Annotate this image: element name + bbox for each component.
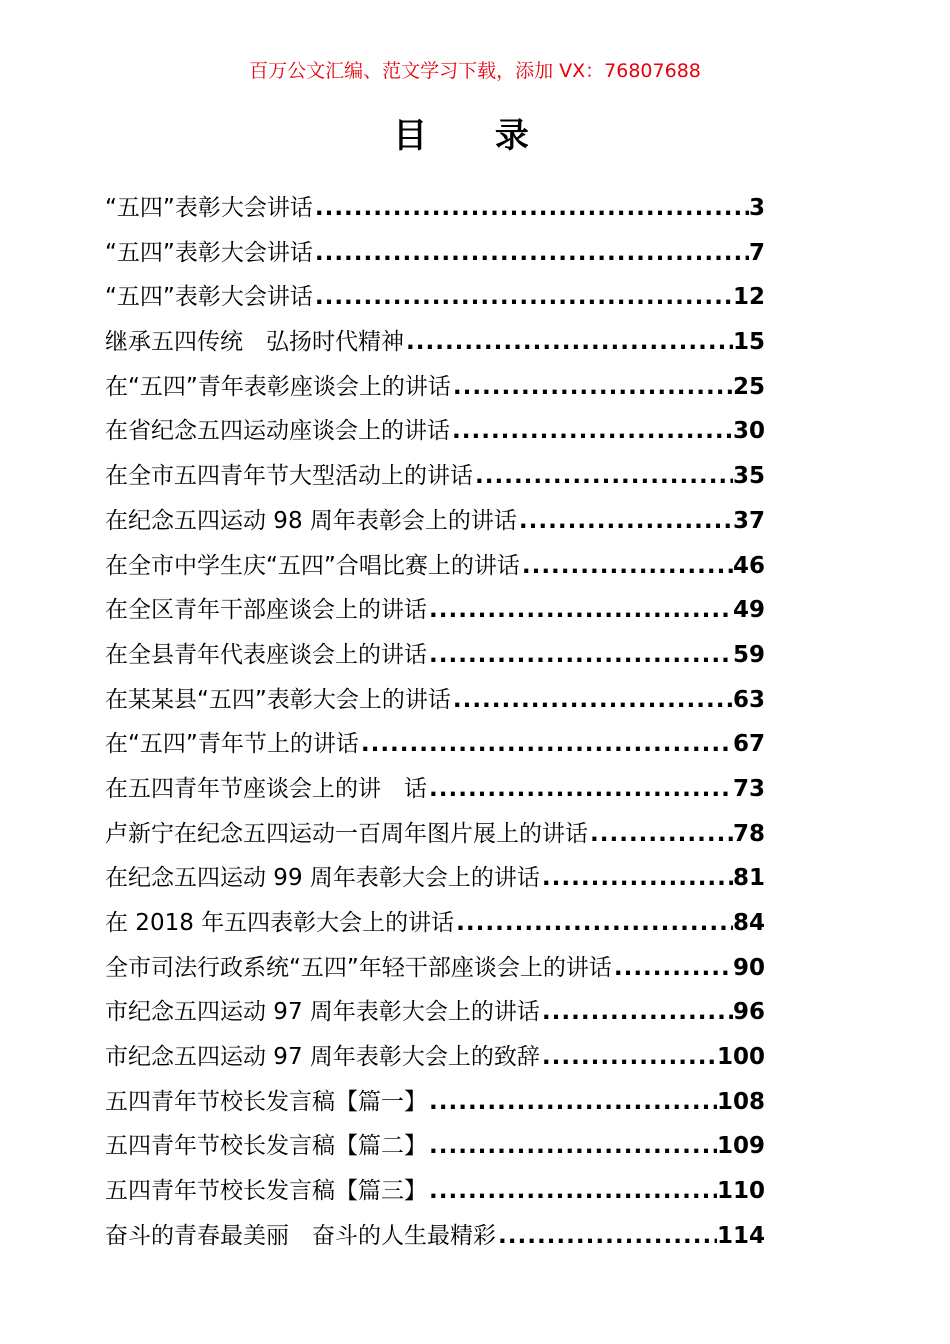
toc-entry-page: 15 <box>732 329 765 356</box>
toc-entry-title: 在全市五四青年节大型活动上的讲话 <box>105 463 473 490</box>
toc-entry-page: 96 <box>732 999 765 1026</box>
header-note: 百万公文汇编、范文学习下载，添加 VX：76807688 <box>249 60 701 82</box>
toc-dot-leader <box>429 633 733 678</box>
toc-entry[interactable] <box>105 454 765 499</box>
toc-entry-page: 35 <box>732 463 765 490</box>
toc-entry-page: 90 <box>732 954 765 981</box>
toc-entry[interactable] <box>105 901 765 946</box>
toc-entry-title: 卢新宁在纪念五四运动一百周年图片展上的讲话 <box>105 820 588 847</box>
toc-dot-leader <box>452 409 733 454</box>
toc-entry[interactable] <box>105 499 765 544</box>
toc-entry-title: 在纪念五四运动 99 周年表彰大会上的讲话 <box>105 865 540 892</box>
toc-dot-leader <box>406 320 733 365</box>
toc-entry[interactable] <box>105 990 765 1035</box>
toc-entry[interactable] <box>105 1214 765 1259</box>
toc-entry-page: 100 <box>716 1044 765 1071</box>
toc-dot-leader <box>542 1035 717 1080</box>
toc-entry-title: 在省纪念五四运动座谈会上的讲话 <box>105 418 450 445</box>
toc-entry-title: 在 2018 年五四表彰大会上的讲话 <box>105 910 455 936</box>
toc-entry-page: 114 <box>716 1222 765 1249</box>
toc-entry-title: 五四青年节校长发言稿【篇二】 <box>105 1133 427 1160</box>
toc-dot-leader <box>429 588 733 633</box>
toc-dot-leader <box>542 856 733 901</box>
toc-entry[interactable] <box>105 1124 765 1169</box>
table-of-contents <box>105 186 765 1259</box>
toc-dot-leader <box>315 186 749 231</box>
toc-entry-title: 在全区青年干部座谈会上的讲话 <box>105 597 427 624</box>
toc-entry-page: 30 <box>732 418 765 445</box>
toc-entry-title: 五四青年节校长发言稿【篇一】 <box>105 1088 427 1115</box>
toc-entry[interactable] <box>105 633 765 678</box>
toc-entry-title: 在全市中学生庆“五四”合唱比赛上的讲话 <box>105 552 520 579</box>
toc-entry[interactable] <box>105 722 765 767</box>
toc-dot-leader <box>614 946 733 991</box>
toc-entry-page: 67 <box>732 731 765 758</box>
toc-entry-page: 84 <box>732 910 765 936</box>
toc-entry[interactable] <box>105 544 765 589</box>
toc-dot-leader <box>590 812 733 857</box>
toc-entry-page: 25 <box>732 373 765 400</box>
toc-dot-leader <box>542 990 733 1035</box>
toc-entry-title: “五四”表彰大会讲话 <box>105 239 313 266</box>
toc-entry-page: 12 <box>732 284 765 311</box>
toc-entry-title: 在五四青年节座谈会上的讲 话 <box>105 775 427 802</box>
toc-entry[interactable] <box>105 856 765 901</box>
toc-dot-leader <box>519 499 733 544</box>
toc-dot-leader <box>429 1124 717 1169</box>
toc-entry[interactable] <box>105 409 765 454</box>
toc-entry-title: 市纪念五四运动 97 周年表彰大会上的讲话 <box>105 999 540 1026</box>
toc-entry-page: 63 <box>732 686 765 713</box>
toc-entry[interactable] <box>105 767 765 812</box>
toc-dot-leader <box>498 1214 717 1259</box>
toc-dot-leader <box>361 722 733 767</box>
toc-entry-page: 78 <box>732 820 765 847</box>
page-title: 目 录 <box>393 116 557 156</box>
toc-entry-page: 49 <box>732 597 765 624</box>
toc-entry[interactable] <box>105 231 765 276</box>
toc-dot-leader <box>429 1080 717 1125</box>
toc-entry[interactable] <box>105 812 765 857</box>
toc-entry[interactable] <box>105 678 765 723</box>
toc-entry-page: 3 <box>748 195 765 221</box>
toc-entry[interactable] <box>105 320 765 365</box>
toc-entry-page: 73 <box>732 775 765 802</box>
toc-entry-page: 109 <box>716 1133 765 1160</box>
toc-dot-leader <box>456 901 733 946</box>
toc-entry-title: 在全县青年代表座谈会上的讲话 <box>105 641 427 668</box>
toc-entry-page: 46 <box>732 552 765 579</box>
toc-dot-leader <box>475 454 733 499</box>
toc-entry-page: 110 <box>716 1178 765 1205</box>
toc-entry-page: 7 <box>748 239 765 266</box>
toc-entry-title: 在“五四”青年表彰座谈会上的讲话 <box>105 373 451 400</box>
toc-entry[interactable] <box>105 1080 765 1125</box>
toc-entry-title: 奋斗的青春最美丽 奋斗的人生最精彩 <box>105 1222 496 1249</box>
toc-entry-page: 81 <box>732 865 765 892</box>
toc-entry[interactable] <box>105 946 765 991</box>
toc-entry-title: 市纪念五四运动 97 周年表彰大会上的致辞 <box>105 1044 540 1071</box>
toc-entry-title: 继承五四传统 弘扬时代精神 <box>105 329 404 356</box>
toc-entry[interactable] <box>105 365 765 410</box>
toc-entry-page: 37 <box>732 507 765 534</box>
toc-entry-title: 五四青年节校长发言稿【篇三】 <box>105 1178 427 1205</box>
toc-dot-leader <box>315 231 749 276</box>
toc-entry[interactable] <box>105 588 765 633</box>
toc-entry[interactable] <box>105 186 765 231</box>
toc-entry-page: 59 <box>732 641 765 668</box>
toc-entry[interactable] <box>105 1035 765 1080</box>
toc-dot-leader <box>453 365 733 410</box>
toc-dot-leader <box>453 678 733 723</box>
toc-entry[interactable] <box>105 275 765 320</box>
toc-entry-title: 在纪念五四运动 98 周年表彰会上的讲话 <box>105 507 517 534</box>
toc-entry-title: “五四”表彰大会讲话 <box>105 284 313 311</box>
toc-entry-title: 在某某县“五四”表彰大会上的讲话 <box>105 686 451 713</box>
toc-dot-leader <box>429 767 733 812</box>
toc-entry-page: 108 <box>716 1088 765 1115</box>
toc-dot-leader <box>429 1169 717 1214</box>
toc-dot-leader <box>522 544 733 589</box>
toc-entry-title: 全市司法行政系统“五四”年轻干部座谈会上的讲话 <box>105 954 612 981</box>
toc-entry[interactable] <box>105 1169 765 1214</box>
toc-entry-title: “五四”表彰大会讲话 <box>105 195 313 221</box>
toc-entry-title: 在“五四”青年节上的讲话 <box>105 731 359 758</box>
toc-dot-leader <box>315 275 733 320</box>
